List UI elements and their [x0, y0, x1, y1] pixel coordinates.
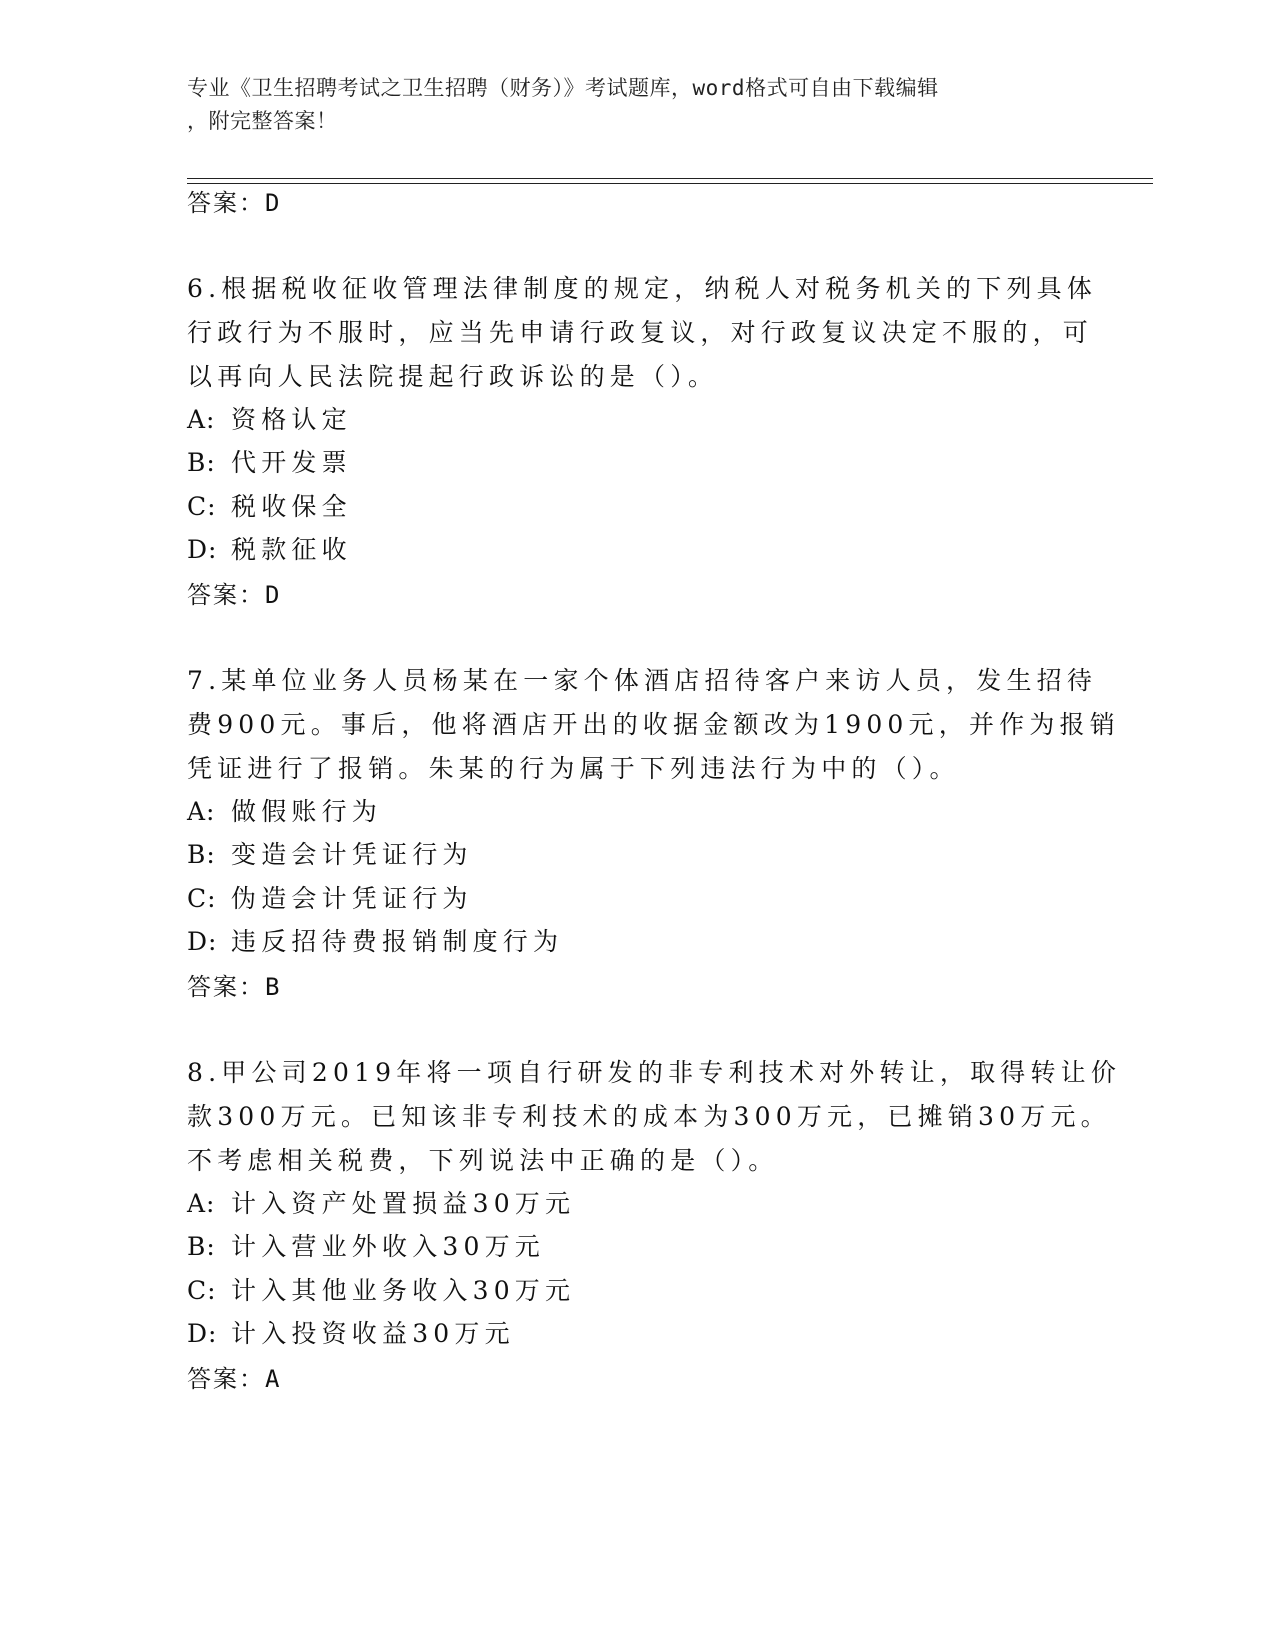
option-letter: D:	[187, 535, 218, 564]
question-7-line-1: 7.某单位业务人员杨某在一家个体酒店招待客户来访人员，发生招待	[187, 666, 1098, 695]
header-divider-top	[187, 178, 1153, 179]
option-text: 税款征收	[231, 535, 352, 564]
option-letter: C:	[187, 1276, 217, 1305]
option-letter: A:	[187, 797, 216, 826]
option-letter: C:	[187, 884, 217, 913]
question-6-option-c	[187, 492, 352, 522]
option-text: 计入其他业务收入30万元	[231, 1276, 576, 1305]
question-8-option-c	[187, 1276, 575, 1306]
option-text: 资格认定	[231, 405, 352, 434]
question-6-answer: 答案：D	[187, 581, 282, 609]
option-text: 伪造会计凭证行为	[231, 884, 473, 913]
question-8-line-3: 不考虑相关税费，下列说法中正确的是（）。	[187, 1146, 779, 1175]
question-7-answer: 答案：B	[187, 973, 282, 1001]
option-text: 税收保全	[231, 492, 352, 521]
question-7-option-a	[187, 797, 382, 827]
option-letter: D:	[187, 1319, 218, 1348]
question-8-option-d	[187, 1319, 515, 1349]
option-letter: B:	[187, 448, 216, 477]
option-letter: A:	[187, 405, 216, 434]
question-6-line-1: 6.根据税收征收管理法律制度的规定，纳税人对税务机关的下列具体	[187, 274, 1098, 303]
option-letter: D:	[187, 927, 218, 956]
header-divider-bottom	[187, 183, 1153, 184]
header-line-1: 专业《卫生招聘考试之卫生招聘（财务）》考试题库，word格式可自由下载编辑	[187, 76, 939, 100]
option-letter: A:	[187, 1189, 216, 1218]
question-7-option-b	[187, 840, 473, 870]
question-8-option-b	[187, 1232, 545, 1262]
question-6-option-d	[187, 535, 352, 565]
option-text: 变造会计凭证行为	[231, 840, 473, 869]
question-8-answer: 答案：A	[187, 1365, 282, 1393]
option-text: 违反招待费报销制度行为	[231, 927, 564, 956]
question-8-line-2: 款300万元。已知该非专利技术的成本为300万元，已摊销30万元。	[187, 1102, 1111, 1131]
question-7-line-3: 凭证进行了报销。朱某的行为属于下列违法行为中的（）。	[187, 754, 960, 783]
question-8-option-a	[187, 1189, 575, 1219]
question-7-line-2: 费900元。事后，他将酒店开出的收据金额改为1900元，并作为报销	[187, 710, 1120, 739]
question-6-option-a	[187, 405, 352, 435]
question-6-line-3: 以再向人民法院提起行政诉讼的是（）。	[187, 362, 719, 391]
question-6-line-2: 行政行为不服时，应当先申请行政复议，对行政复议决定不服的，可	[187, 318, 1094, 347]
question-7-option-d	[187, 927, 563, 957]
document-header	[187, 72, 1067, 138]
question-7-option-c	[187, 884, 473, 914]
option-letter: C:	[187, 492, 217, 521]
question-6-option-b	[187, 448, 352, 478]
option-letter: B:	[187, 840, 216, 869]
question-8-line-1: 8.甲公司2019年将一项自行研发的非专利技术对外转让，取得转让价	[187, 1058, 1122, 1087]
option-text: 计入资产处置损益30万元	[231, 1189, 576, 1218]
option-text: 计入投资收益30万元	[231, 1319, 515, 1348]
header-line-2: ，附完整答案！	[187, 109, 338, 133]
option-text: 计入营业外收入30万元	[231, 1232, 546, 1261]
previous-answer: 答案：D	[187, 189, 282, 217]
option-letter: B:	[187, 1232, 216, 1261]
option-text: 代开发票	[231, 448, 352, 477]
option-text: 做假账行为	[231, 797, 383, 826]
